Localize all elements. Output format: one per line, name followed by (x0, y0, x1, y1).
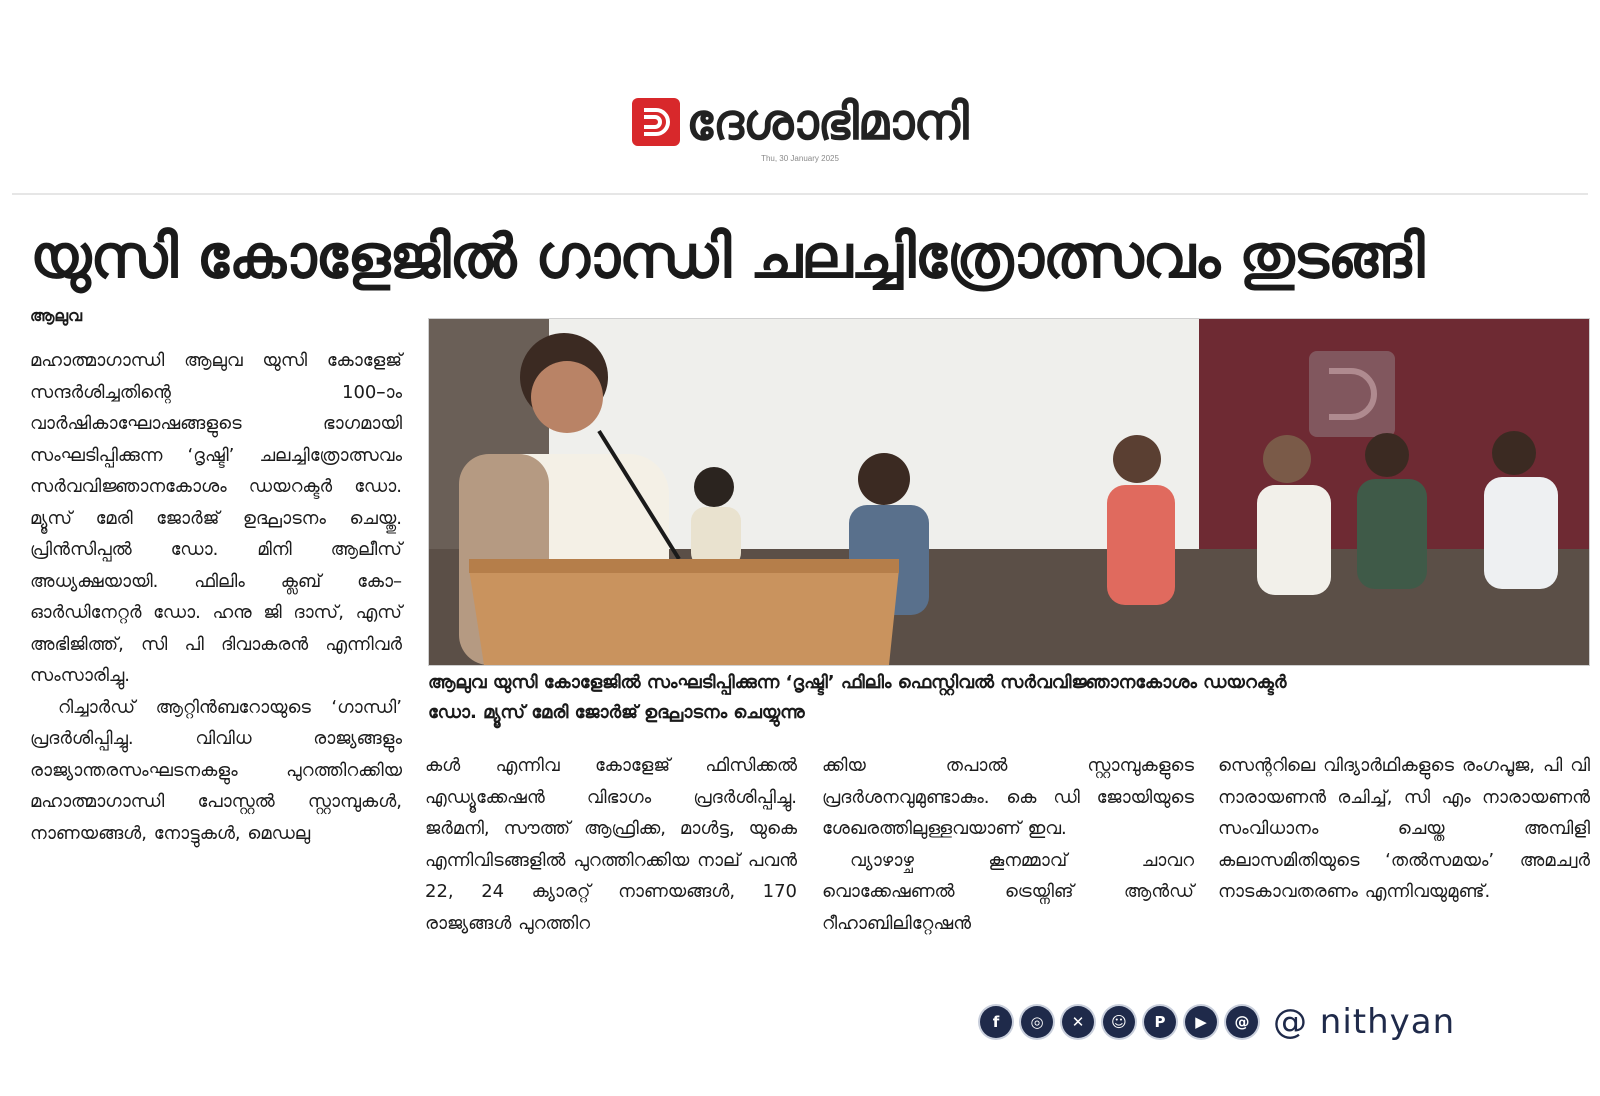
paragraph: ക്കിയ തപാൽ സ്റ്റാമ്പുകളുടെ പ്രദർശനവുമുണ്ടാകും. കെ ഡി ജോയിയുടെ ശേഖരത്തിലുള്ളവയാണ് ഇവ. (822, 755, 1194, 839)
masthead-logo-row (632, 92, 967, 152)
facebook-icon[interactable]: f (980, 1006, 1012, 1038)
paragraph: റിച്ചാർഡ് ആറ്റിൻബറോയുടെ ‘ഗാന്ധി’ പ്രദർശിപ്പിച്ചു. വിവിധ രാജ്യങ്ങളും രാജ്യാന്തരസംഘടനകളും പുറത്തിറക്കിയ മഹാത്മാഗാന്ധി പോസ്റ്റൽ സ്റ്റാമ്പുകൾ, നാണയങ്ങൾ, നോട്ടുകൾ, മെഡലു (30, 696, 402, 844)
paragraph: മഹാത്മാഗാന്ധി ആലുവ യുസി കോളേജ് സന്ദർശിച്ചതിന്റെ 100–ാം വാർഷികാഘോഷങ്ങളുടെ ഭാഗമായി സംഘടിപ്പിക്കുന്ന ‘ദൃഷ്ടി’ ചലച്ചിത്രോത്സവം സർവവിജ്ഞാനകോശം ഡയറക്ടർ ഡോ. മ്യൂസ് മേരി ജോർജ് ഉദ്ഘാടനം ചെയ്തു. പ്രിൻസിപ്പൽ ഡോ. മിനി ആലീസ് അധ്യക്ഷയായി. ഫിലിം ക്ലബ് കോ–ഓർഡിനേറ്റർ ഡോ. ഹനു ജി ദാസ്, എസ് അഭിജിത്ത്, സി പി ദിവാകരൻ എന്നിവർ സംസാരിച്ചു. (30, 350, 402, 686)
issue-date: Thu, 30 January 2025 (761, 154, 839, 163)
threads-icon[interactable]: @ (1226, 1006, 1258, 1038)
youtube-icon[interactable]: ▶ (1185, 1006, 1217, 1038)
masthead-divider (12, 193, 1588, 195)
paragraph: സെന്ററിലെ വിദ്യാർഥികളുടെ രംഗപൂജ, പി വി നാരായണൻ രചിച്ച്, സി എം നാരായണൻ സംവിധാനം ചെയ്ത അമ്പിളി കലാസമിതിയുടെ ‘തൽസമയം’ അമച്വർ നാടകാവതരണം എന്നിവയുമുണ്ട്. (1218, 755, 1590, 902)
event-photo-illustration (429, 319, 1589, 665)
article-column-3 (822, 750, 1194, 939)
pinterest-icon[interactable]: P (1144, 1006, 1176, 1038)
paragraph: വ്യാഴാഴ്ച കൂനമ്മാവ് ചാവറ വൊക്കേഷണൽ ട്രെയ്നിങ് ആൻഡ് റീഹാബിലിറ്റേഷൻ (822, 849, 1194, 934)
caption-line: ആലുവ യുസി കോളേജിൽ സംഘടിപ്പിക്കുന്ന ‘ദൃഷ്ടി’ ഫിലിം ഫെസ്റ്റിവൽ സർവവിജ്ഞാനകോശം ഡയറക്ടർ (428, 672, 1287, 693)
instagram-icon[interactable]: ◎ (1021, 1006, 1053, 1038)
deshabhimani-logo-icon (632, 98, 680, 146)
article-column-2 (425, 750, 797, 939)
newspaper-name: ദേശാഭിമാനി (686, 93, 968, 151)
photo-caption (428, 668, 1588, 728)
paragraph: കൾ എന്നിവ കോളേജ് ഫിസിക്കൽ എഡ്യൂക്കേഷൻ വിഭാഗം പ്രദർശിപ്പിച്ചു. ജർമനി, സൗത്ത് ആഫ്രിക്ക, മാൾട്ട, യുകെ എന്നിവിടങ്ങളിൽ പുറത്തിറക്കിയ നാല് പവൻ 22, 24 ക്യാരറ്റ് നാണയങ്ങൾ, 170 രാജ്യങ്ങൾ പുറത്തിറ (425, 755, 797, 934)
social-bar (980, 1002, 1455, 1042)
dateline: ആലുവ (30, 306, 83, 325)
x-icon[interactable]: ✕ (1062, 1006, 1094, 1038)
snapchat-icon[interactable]: ☺ (1103, 1006, 1135, 1038)
headline: യുസി കോളേജിൽ ഗാന്ധി ചലച്ചിത്രോത്സവം തുടങ്ങി (30, 222, 1424, 292)
caption-line: ഡോ. മ്യൂസ് മേരി ജോർജ് ഉദ്ഘാടനം ചെയ്യുന്നു (428, 702, 805, 723)
article-column-4 (1218, 750, 1590, 908)
event-photo (428, 318, 1590, 666)
masthead (0, 92, 1600, 163)
social-handle[interactable]: @ nithyan (1273, 1002, 1456, 1042)
article-column-1 (30, 345, 402, 849)
